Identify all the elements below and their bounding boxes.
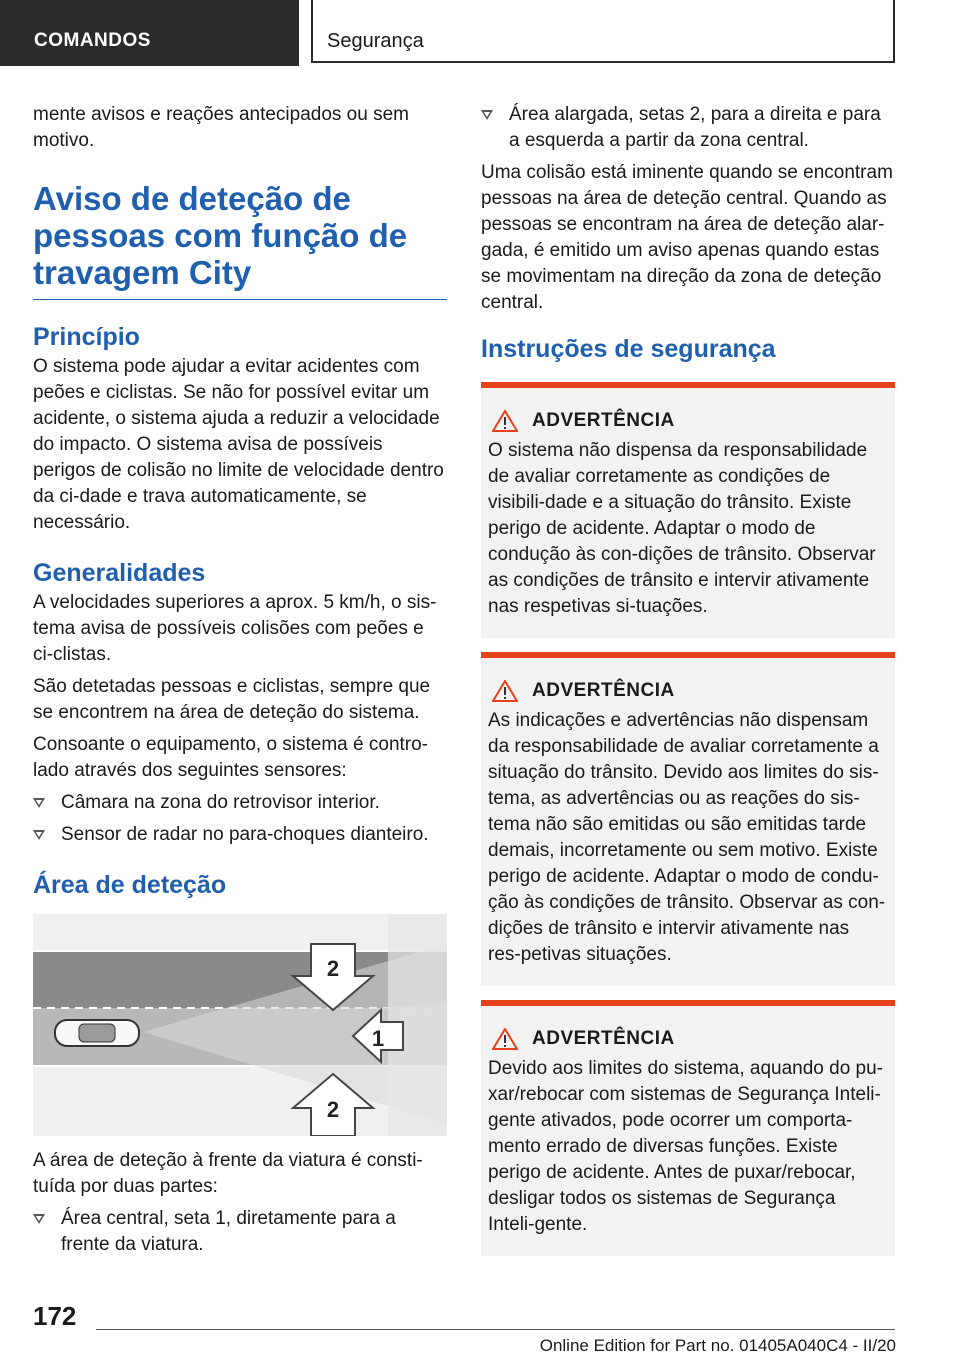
- intro-text: mente avisos e reações antecipados ou sem motivo.: [33, 104, 409, 151]
- bullet-triangle-icon: [33, 830, 45, 840]
- safety-heading: Instruções de segurança: [481, 335, 776, 363]
- bullet-triangle-icon: [33, 1214, 45, 1224]
- warning-triangle-icon: [492, 410, 518, 432]
- left-column: [33, 102, 447, 1264]
- detection-area-illustration: [33, 914, 447, 1136]
- bullet-triangle-icon: [481, 110, 493, 120]
- page-title: Aviso de deteção de pessoas com função de travagem City: [33, 180, 447, 300]
- warning-triangle-icon: [492, 680, 518, 702]
- collision-text: Uma colisão está iminente quando se encontram pessoas na área de deteção central. Quando as pessoas se encontram na área de deteção alar-gada, é emitido um aviso apenas quando estas se movimentam na direção da zona de deteção central.: [481, 162, 893, 313]
- warning-title: ADVERTÊNCIA: [488, 680, 887, 702]
- warning-triangle-icon: [492, 1028, 518, 1050]
- edition-footer: Online Edition for Part no. 01405A040C4 - II/20: [539, 1336, 896, 1355]
- principle-heading: Princípio: [33, 323, 140, 351]
- page-number: 172: [33, 1301, 77, 1331]
- warning-box: [481, 1006, 895, 1256]
- general-p3: Consoante o equipamento, o sistema é contro-lado através dos seguintes sensores:: [33, 734, 429, 781]
- warning-text: O sistema não dispensa da responsabilidade de avaliar corretamente as condições de visibili-dade e a situação do trânsito. Existe perigo de acidente. Adaptar o modo de condução às con-dições de trânsito. Observar as condições de trânsito e intervir ativamente nas respetivas si-tuações.: [488, 440, 876, 617]
- list-item: Área central, seta 1, diretamente para a frente da viatura.: [33, 1206, 447, 1258]
- label-1: 1: [371, 1026, 385, 1051]
- detection-area-diagram: [33, 914, 447, 1136]
- bullet-triangle-icon: [33, 798, 45, 808]
- car-icon: [55, 1020, 139, 1046]
- list-item: Área alargada, setas 2, para a direita e para a esquerda a partir da zona central.: [481, 102, 895, 154]
- area-caption: A área de deteção à frente da viatura é consti-tuída por duas partes:: [33, 1150, 423, 1197]
- general-p1: A velocidades superiores a aprox. 5 km/h, o sis-tema avisa de possíveis colisões com peões e ci-clistas.: [33, 592, 437, 665]
- warning-text: Devido aos limites do sistema, aquando do pu-xar/rebocar com sistemas de Segurança Inteli-gente ativados, pode ocorrer um comporta-mento errado de diversas funções. Existe perigo de acidente. Antes de puxar/rebocar, desligar todos os sistemas de Segurança Inteli-gente.: [488, 1058, 884, 1235]
- label-2-top: 2: [326, 956, 340, 981]
- general-p2: São detetadas pessoas e ciclistas, sempre que se encontrem na área de deteção do sistema.: [33, 676, 431, 723]
- warning-box: [481, 388, 895, 638]
- right-column: [481, 102, 895, 1270]
- list-item: Sensor de radar no para-choques dianteiro.: [33, 822, 447, 848]
- warning-title: ADVERTÊNCIA: [488, 410, 887, 432]
- general-heading: Generalidades: [33, 559, 206, 587]
- area-heading: Área de deteção: [33, 871, 227, 899]
- footer-divider: [96, 1329, 895, 1330]
- topic-tab: Segurança: [311, 0, 895, 63]
- warning-box: [481, 658, 895, 986]
- principle-text: O sistema pode ajudar a evitar acidentes com peões e ciclistas. Se não for possível evitar um acidente, o sistema ajuda a reduzir a velocidade do impacto. O sistema avisa de possíveis perigos de colisão no limite de velocidade dentro da ci-dade e trava automaticamente, se necessário.: [33, 356, 444, 533]
- section-tab: COMANDOS: [0, 0, 299, 66]
- warning-title: ADVERTÊNCIA: [488, 1028, 887, 1050]
- list-item: Câmara na zona do retrovisor interior.: [33, 790, 447, 816]
- label-2-bottom: 2: [326, 1097, 340, 1122]
- warning-text: As indicações e advertências não dispensam da responsabilidade de avaliar corretamente a situação do trânsito. Devido aos limites do sis-tema, as advertências ou as reações do sis-tema não são emitidas ou são emitidas tarde demais, incorretamente ou sem motivo. Existe perigo de acidente. Adaptar o modo de condu-ção às condições de trânsito. Observar as con-dições de trânsito e intervir ativamente nas res-petivas situações.: [488, 710, 886, 965]
